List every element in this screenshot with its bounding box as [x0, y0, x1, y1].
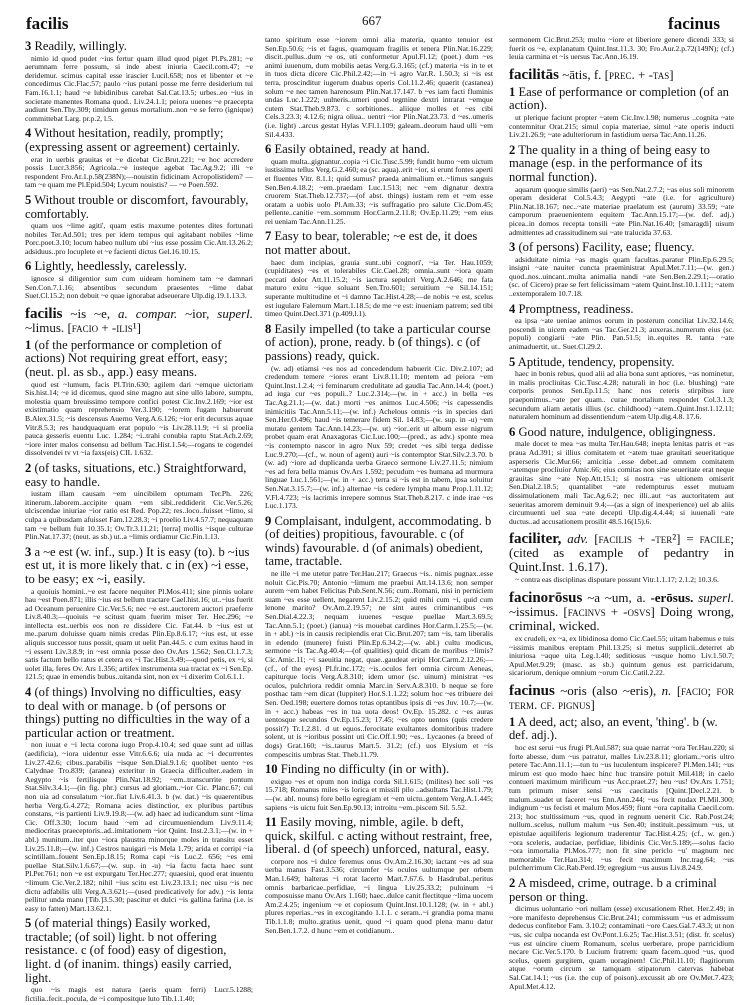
- sense-heading: 11 Easily moving, nimble, agile. b deft, quick, skilful. c acting without restraint, free, liberal. d (of speech) unforced, natural, easy.: [265, 815, 493, 857]
- citations: corpore nos ~i dulce feremus onus Ov.Am.2.16.30; iactant ~es ad sua uerba manus Fast.3.536; circumfer ~is oculos uultumque per orbem Man.1.649; halteras ~i rotat lacerto Mart.7.67.6. b Hasdrubal..peritus omnis barbaricae..perfidiae, ~i lingua Liv.25.33.2; puluinum ~i composuisse manu Ov.Ars 1.160; haec..dulce canit flectitque ~lima uocem Am.2.4.25; ingenium ~e et copiosum Quint.Inst.10.1.128; (w. in + abl.) plures reperias..~es in excogitando 1.1.1. c seram..~i grandia poma manu Tib.1.1.8; multo..gratius uenit, quod ~i quam quod plena manu datur Sen.Ben.1.7.2. d hunc ~em et cotidianum..: [265, 856, 493, 935]
- citations: ex crudeli, ex ~a, ex libidinosa domo Cic.Cael.55; uitam habemus e tuis ~issimis manibus ereptam Phil.13.25; si metus supplicii..deterret ab iniuriosa ~aque uita Leg.1.40; seditiosus ~usque homo Liv.1.50.7; Apul.Met.9.29; (masc. as sb.) quintum genus est parricidarum, sicariorum, denique omnium ~orum Cic.Catil.2.22.: [509, 633, 734, 678]
- etymology: [facinvs + -osvs]: [563, 603, 655, 619]
- sense-heading: 5 Aptitude, tendency, propensity.: [509, 354, 675, 369]
- sense-heading: 4 Without hesitation, readily, promptly; (expressing assent or agreement) certainly.: [25, 126, 240, 154]
- citations-continued: sermonem Cic.Brut.253; multo ~iore et liberiore genere dicendi 333; si fuerit os ~e, explanatum Quint.Inst.11.3. 30; Fro.Aur.2.p.72(149N); (cf.) leuia carmina et ~is uersus Tac.Ann.16.19.: [509, 35, 734, 62]
- sense-heading: 1 Ease of performance or completion (of an action).: [509, 84, 729, 113]
- citations: a quoiuis homini..~e est facere nequiter Pl.Mos.411; sine pinnis uolare hau ~est Poen.871; illis ~ius est bellum tractare Cael.hist.16; ut..~ius fuerit ad Oceanum peruenire Cic.Ver.5.6; nec ~e est..auctorem auctori praeferre Liv.8.40.3;—quoiuis ~e scitust quam fuerim miser Ter. Hec.296; ~e intellecta est..uerbis eos non re dissidere Cic. Fat.44. b ~ius est ut me..parum doluisse quam nimis credas Plin.Ep.8.6.17; ~ius est, ut esse aliquis successor tuus possit, quam ut uelit Pan.44.5. c cum exitus haud in ~i essent Liv.3.8.9; in ~est omnia posse deo Ov.Ars 1.562; Sen.Cl.1.7.3; satis factum bello ratus et cetera ex ~i Tac.Hist.3.49;—quod petis, ex ~i, si uolet illa, feres Ov. Ars 1.356; artifex instrumenta sua tractat ex ~i Sen.Ep. 121.5; quae in emendis bubus..uitanda sint, non ex ~i dixerim Col.6.1.1.: [25, 586, 253, 682]
- etymology: [facio + -ilis¹]: [67, 319, 141, 335]
- citations: ne ille ~i me utetur patre Ter.Hau.217; Graecus ~is.. nimis pugnax..esse noluit Cic.Pis.70; Antonio ~limum me praebui Att.14.13.6; non semper aurem ~em habet Felicitas Pub.Sent.N.56; cum..Romani, nisi in perniciem suam ~es esse uellent, negarent Liv.2.15.2; quid mihi cum ~i, quid cum lenone marito? Ov.Am.2.19.57; ne sint aures criminantibus ~es Sen.Dial.4.22.3; nequam iuuenes ~esque puellae Mart.3.69.5; Tac.Ann.5.1; (poet.) (ianua) ~is mouebat cardines Hor.Carm.1.25.5;—(w. in + abl.) ~is in causis recipiendis erat Cic.Brut.207; tam ~is, tam liberalis in edendo (munere) fuisti Plin.Ep.6.34.2;—(w. abl.) cultu modicus, sermone ~is Tac.Ag.40.4;—(of qualities) quid dicam de moribus ~limis? Cic.Amic.11; ~i saeuitia negat, quae..gaudeat eripi Hor.Carm.2.12.26;—(cf., of the eyes) Pl.fr.inc.172; ~is..oculos fert omnia circum Aeneas, capiturque locis Verg.A.8.310; idem umor (sc. uinum) ministrat ~es oculos, pulchriora reddit omnia Marc.in Serv.A.8.310. b neque se fore posthac tam ~em dicat (Iuppiter) Hor.S.1.1.22; solum hoc ~es tribuere dei Sen. Oed.198; euertere domos totas optantibus ipsis di ~es Juv. 10.7;—(w. in + acc.) habeas ~es in tua uota deos! Ov.Ep. 15.282. c ~es auras uentosque secundos Ov.Ep.15.23; 17.45; ~es opto uentos (quis credere possit?) Tr.1.2.81. d ut equos..ferocitate exultantes domitoribus tradere solent, ut is ~ioribus possint uti Cic.Off.1.90; ~es.. Lycaones (a breed of dogs) Grat.160; ~is..taurus Mart.5. 31.2; (cf.) uos Elysium et ~is compescitis umbras Stat. Theb.11.79.: [265, 569, 493, 759]
- citations: ut plerique faciunt propter ~atem Cic.Inv.1.98; numerus ..cognita ~ate contemnitur Orat.215; simul copia materiae, simul ~ate operis inducti Liv.21.26.9; ~ate adulteriorum in fastidium uersa Tac.Ann.11.26.: [509, 112, 734, 140]
- column-right: [509, 36, 734, 993]
- page-number: 667: [362, 13, 382, 28]
- entry-header-facinus: facinus ~oris (also ~eris), n. [facio; for term. cf. pignus]: [509, 682, 735, 712]
- citations: (w. ad) etiamsi ~es nos ad concedendum habuerit Cic. Div.2.107; ad credendum temere ~iores erant Liv.8.11.10; mentem ad peiora ~em Quint.Inst.1.2.4; ~i feminarum credulitate ad gaudia Tac.Ann.14.4; (poet.) ad iuga cur ~es populi..? Luc.2.314;—(w. in + acc.) in bella ~es Tac.Ag.21.1;—(w. dat.) morti ~es animos Luc.4.506; ~is capessendis inimicitiis Tac.Ann.5.11;—(w. inf.) Achelous omnis ~is in species dari Sen.Her.O.496; haud ~is temerare fidem Sil. 14.83;—(w. sup. in -u) ~em mutatu gentem Tac.Ann.14.23;—(w. ut) ~ior..erit ut album esse nigrum probet quam erat Anaxagoras Cic.Luc.100;—(pred., as adv.) sponte mea ~is contempto nascor in agro Nux 59; credet ~es sibi terga dedisse Luc.9.270;—(cf., w. noun of agent) auri ~is contemptor Stat.Silv.2.3.70. b (w. ad) ~iore ad duplicanda uerba Graeco sermone Liv.27.11.5; nimium ~es ad fera bella manus Ov.Ars 1.592; pecudum ~es humana ad murmura linguae Luc.1.561;—(w. in + acc.) terra si ~is est in tabem, ipsa soluitur Sen.Nat.3.15.7;—(w. inf.) alternae ~is cedere lympha manu Prop.1.11.12; V.Fl.4.723; ~is lacrimis inrepere somnus Stat.Theb.8.217. c inde irae ~es Luc.1.173.: [265, 363, 493, 511]
- lemma: facilitās: [509, 66, 559, 83]
- sense-heading: 5 (of material things) Easily worked, tractable; (of soil) light. b not offering resistance. c (of food) easy of digestion, light. d (of inanim. things) easily carried, light.: [25, 916, 232, 985]
- citations: quo ~is magis est natura (aeris quam ferri) Lucr.5.1288; fictilia..fecit..pocula, de ~i compositque luto Tib.1.1.40;: [25, 985, 253, 1003]
- sense-heading: 2 (of tasks, situations, etc.) Straightforward, easy to handle.: [25, 460, 247, 489]
- etymology: [facio; for term. cf. pignus]: [509, 682, 735, 712]
- citations: adsiduitate nimia ~as magis quam facultas..paratur Plin.Ep.6.29.5; insigni ~ate nauiter cuncta praeministrat Apul.Met.7.11;—(w. gen.) quod..nos..uincant..multa animalia nandi ~ate Sen.Ben.2.29.1;—oratio (sc. of Cicero) prae se fert felicissimam ~atem Quint.Inst.10.1.111; ~atem ..extemporalem 10.7.18.: [509, 254, 734, 299]
- sense-heading: 6 Lightly, heedlessly, carelessly.: [25, 259, 187, 274]
- page-header: [0, 0, 750, 40]
- citations: nimio id quod pudet ~ius fertur quam illud quod piget Pl.Ps.281; ~e aerumnam ferre possum, si inde abest iniuria Caecil.com.47; ~e deridemur. scimus capital esse irascier Lucil.658; nos et libenter et ~e concedimus Cic.Flac.57; paulo ~ius putani posse me ferre desiderium tui Fam.16.1.1; haud ~e lubidinibus carebat Sal.Cat.13.5; urbes..eo ~ius in societate manentes Romana quod.. Liv.24.1.1; peiora uuenes ~e praecepta audiunt Sen.Thy.309; timidum genus mortalium..non ~e se ferro (ignique) committebat Larg. pr.p.2, l.5.: [25, 53, 253, 123]
- column-middle: [265, 36, 493, 937]
- right-running-headword: facinus: [668, 14, 720, 33]
- sense-heading: 3 (of persons) Facility, ease; fluency.: [509, 240, 695, 255]
- lemma: facinorōsus: [509, 589, 583, 606]
- entry-header-faciliter: faciliter, adv. [facilis + -ter²] = facile; (cited as example of pedantry in Quint.Inst. 1.6.17).: [509, 531, 735, 575]
- citations: hoc est serui ~us frugi Pl.Aul.587; sua quae narrat ~ora Ter.Hau.220; si forte abesse, dum ~us patratur, malles Liv.23.8.11; gloriam..~oris ultro petere Tac.Ann.11.1;—tun tu ~us luculentum inspicere? Pl.Men.141; ~us mirum est quo modo haec hinc huc transire potuit Mil.418; in caelo contueri maximum mirificum ~us Acc.praet.27; heu ~us! Ov.Ars 1.751; tum primum miser sensi ~us caecitatis [Quint.]Decl.2.21. b malum..suadet ut faceret ~us Enn.Ann.244; ~us fecit nudax Pl.Mil.300; indignum ~us fecisti et malum Mos.459; fiunt ~ora capitalia Caecil.com. 213; hoc stultissimum ~us, quod in regnum uenerit Cic. Rab.Post.24; nullum..scelus, nullum malum ~us Sen.40; instituit..pessimum ~us, ut epistulae aquiliferis legionum traderentur Tac.Hist.4.25; (cf., w. gen.) ~ora sceleris, audaciae, perfidiae, libidinis Cic.Ver.5.189;—solus facio ~ora inmortalia Pl.Mos.777; non fit sine periclo ~u' magnum nec memorabile Ter.Hau.314; ~us fecit maximum Inc.trag.64; ~us pulcherrimum Cic.Rab.Perd.19; egregium ~us ausus Liv.8.24.9.: [509, 743, 734, 873]
- etymology: [facilis + -ter²] = facile;: [594, 531, 735, 547]
- column-left: [25, 36, 253, 1005]
- sense-heading: 1 (of the performance or completion of actions) Not requiring great effort, easy; (neut. pl. as sb., app.) easy means.: [25, 337, 228, 380]
- citations: ignosce si diligentior sum cum uideam hominem tam ~e damnari Sen.Con.7.1.16; absentibus secundum praesentes ~lime dabat Suet.Cl.15.2; non debuit ~e quae ignorabat adseuerare Ulp.dig.19.1.13.3.: [25, 274, 253, 301]
- citations: male docet te mea ~as multa Ter.Hau.648; inepta lenitas patris et ~as praua Ad.391; si illius comitatem et ~atem tuae grauitati seueritatique asperseris Cic.Mur.66; amicitia ..esse debet..ad omnem comitatem ~atemque procliuior Amic.66; eius comitas non sine seueritate erat neque grauitas sine ~ate Nep.Att.15.1; si nostra ~as ultionem omiserit Sen.Dial.2.18.5; quantalibet ~ate redempturus esset mutuam dissimulationem mali Tac.Ag.6.2; nec illi..aut ~as auctoritatem aut seueritas amorem deminuit 9.4;—(as a sign of inexperience) uel ab aliis circumuenti uel sua ~ate decepti Ulp.dig.4.4.44; si iuuenali ~ate ductus..ad accusationem prosilit 48.5.16(15).6.: [509, 439, 734, 526]
- sense-heading: 6 Good nature, indulgence, obligingness.: [509, 424, 716, 439]
- citations: exiguo ~es et opum non indiga corda Sil.1.615; (milites) hec soli ~es 15.718; Romanus miles ~is lorica et missili pilo ..adsultans Tac.Hist.1.79;—(w. abl. nouns) fore bello egregiam et ~em uictu..gentem Verg.A.1.445; sapiens ~is uictu fuit Sen.Ep.90.13; introitu ~em..piscem Sil. 5.52.: [265, 776, 493, 812]
- sense-heading: 4 (of things) Involving no difficulties, easy to deal with or manage. b (of persons or things) putting no difficulties in the way of a particular action or treatment.: [25, 685, 251, 740]
- citations: quam multa..gignantur..copia ~i Cic.Tusc.5.99; fundit humo ~em uictum iustissima tellus Verg.G.2.460; ea (sc. aqua)..erit ~ior, si erunt fontes aperti et fluentes Vitr. 8.1.1; quid sumus? praeda animalium et..~limus sanguis Sen.Ben.4.18.2; ~em..praedam Luc.1.513; nec ~em dignatur dextra cruorem Stat.Theb.12.737;—(of abst. things) iustam rem et ~em esse oratam a uobis uolo Pl.Am.33; ~is suffragatio pro salute Cic.Dom.45; pellente..canitie ~em..somnum Hor.Carm.2.11.8; Ov.Ep.11.29; ~em eius rei ueniam Tac.Ann.11.25.: [265, 156, 493, 226]
- citations: quam uos ~lime agiti', quam estis maxume potentes dites fortunati nobiles Ter.Ad.501; tres per idem tempus qui agitabant nobiles ~lime Porc.poet.3.10; locum habeo nullum ubi ~ius esse possim Cic.Att.13.26.2; adsiduus..pro locuplete et ~e facienti dictus Gel.16.10.15.: [25, 221, 253, 256]
- lemma: faciliter,: [509, 531, 562, 548]
- sense-heading: 2 The quality in a thing of being easy to manage (esp. in the performance of its normal function).: [509, 142, 710, 184]
- sense-heading: 5 Without trouble or discomfort, favourably, comfortably.: [25, 192, 249, 221]
- left-running-headword: facilis: [26, 14, 69, 33]
- sense-heading: 3 Readily, willingly.: [25, 39, 127, 53]
- sense-heading: 6 Easily obtained, ready at hand.: [265, 142, 430, 157]
- citations: haec dum incipias, grauia sunt..ubi cognori', ~ia Ter. Hau.1059; (cupiditates) ~es et tolerabiles Cic.Cael.28; omnia..sunt ~iora quam peccati dolor Att.11.15.2; ~is iactura sepulcri Verg.A.2.646; me fata maturo exitu ~ique soluant Sen.Tro.601; seruitium ~e Sil.14.151; superante multitudine et ~i damno Tac.Hist.4.28;—de nobis ~e est, scelus est iugulare Falernum Mart.1.18.5; de me ~e est: inueniam patrem; sed tibi timeo Quint.Decl.371 (p.409,l.1).: [265, 257, 493, 319]
- citations-continued: tanto spiritum esse ~iorem omni alia materia, quanto tenuior est Sen.Ep.50.6; ~is et fagus, quamquam fragilis et tenera Plin.Nat.16.229; discit..pullus..dum ~e os, uti conformetur Apul.Fl.12; (poet.) dum ~es animi iuuenum, dum mobilis aetas Verg.G.3.165; (cf.) materia ~is in te et in tuos dicta dicere Cic.Phil.2.42;—in ~i agro Var.R. 1.50.3; si ~is est terra, proscinditur iugerum duabus operis Col.11.2.46; quaerit (castanea) solum ~e nec tamen harenosum Plin.Nat.17.147. b ~es iam facti fluminis undas Luc.1.222; uulneris..umeri quod tegmine dextri intrarat ~emque cutem Stat.Theb.9.873. c sorbitiones.. aliique molles et ~es cibi Cels.3.23.3; 4.12.6; nigra oliua.. uentri ~ior Plin.Nat.23.73. d ~es..umeris (i.e. light) ..arcus gestat Hylas V.Fl.1.109; galeam..deorum haud ulli ~em Sil.4.433.: [265, 35, 493, 139]
- citations: ~ contra eas disciplinas disputare possunt Vitr.1.1.17; 2.1.2; 10.3.6.: [515, 575, 719, 585]
- sense-heading: 2 A misdeed, crime, outrage. b a criminal person or thing.: [509, 875, 717, 904]
- etymology: [prec. + -tas]: [604, 66, 674, 82]
- citations: iustam illam causam ~em uincibilem optumam Ter.Ph. 226; itinerum..laborem..accipite quam ~em sibi..reddiderit Cic.Ver.5.26; ulciscendae iniuriae ~ior ratio est Red. Pop.22; res..loco..fuisset ~limo, si culpa a quibusdam afuisset Fam.12.28.3; ~i proelio Liv.4.57.7; nequaquam tam ~e bellum fuit 10.35.1; Ov.Tr.3.11.21; [terra] mollis ~isque culturae Plin.Nat.17.37; (neut. as sb.) ut..a ~limis ordiamur Cic.Fin.1.13.: [25, 489, 253, 542]
- sense-heading: 10 Finding no difficulty (in or with).: [265, 762, 450, 777]
- sense-heading: 7 Easy to bear, tolerable; ~e est de, it does not matter about.: [265, 229, 478, 258]
- citations: ea ipsa ~ate ueniae animos eorum in posterum conciliat Liv.32.14.6; poscendi in uicem eadem ~as Tac.Ger.21.3; auxeras..numerum eius (sc. populi) congiarii ~ate Plin. Pan.51.5; in..equites R. tanta ~ate animaduertit, ut.. Suet.Cl.29.2.: [509, 316, 734, 352]
- citations: non iuuat e ~i lecta corona iugo Prop.4.10.4; sed quae sunt ad uillas (aedificia), ~iora uidentur esse Vitr.6.6.6; uia nuda ac ~i decurrentes Liv.27.42.6; cibus..parabilis ~isque Sen.Dial.9.1.6; quolibet uento ~es Calydnae Tro.839; (aranea) exteritur in Graecia difficulter..eadem in Aegypto ~is fertilisque Plin.Nat.18.92; ~em..transcurrite pontum Stat.Silv.3.4.1;—(in fig. phr.) cursus ad gloriam..~ior Cic. Planc.67; cui non uia ad consulatum ~ior..fiat Liv.6.41.3. b (w. dat.) ~is quaerentibus herba Verg.G.4.272; Romana acies distinctior, ex pluribus partibus constans, ~is partienti Liv.9.19.8;—(w. ad) haec ad iudicandum sunt ~lima Cic. Off.3.30; locum haud ~em ad circumueniendum Liv.9.11.4; mediocritas praeceptoris..ad..imitationem ~ior Quint. Inst.2.3.1;—(w. in + abl.) munitum..iter quo ~iora plaustra minorque moles in transitu esset Liv.25.11.8;—(w. inf.) Cestros nauigari ~is Mela 1.79; arida et corripi ~ia scintillam..fouent Sen.Ep.18.15; Roma capi ~is Luc.2. 656; ~es emi puellae Stat.Silv.1.6.67;—(w. sup. in -u) ~ia factu facta haec sunt Pl.Per.761; non ~e est expurgatu Ter.Hec.277; quaesiui, quod erat inuentu ~limum Cic.Ver.2.182; nihil ~ius scitu est Liv.23.13.1; nec uisu ~is nec dictu adfabilis ulli Verg.A.3.621;—(used predicatively for adv.) ~is lenta pellitur unda manu [Tib.]3.5.30; pascitur et dulci ~is gallina farina (i.e. is easy to fatten) Mart.13.62.1.: [25, 740, 253, 913]
- entry-header-facilis: facilis ~is ~e, a. compar. ~ior, superl. ~limus. [facio + -ilis¹]: [25, 305, 254, 335]
- citations: dicimus uoluntario ~ori nullam (esse) excusationem Rhet. Her.2.49; in ~ore manifesto deprehensus Cic.Brut.241; commissum ~us et admissum dedecus confitebor Fam. 3.10.2; contaminati ~ore Caes.Gal.7.43.3; ut non ~us, sic culpa uocanda est Ov.Pont.1.6.25; Tac.Hist.3.51; (dist. fr. scelus) ~us est uincire ciuem Romanum, scelus uerberare, prope parricidium necare Cic.Ver.5.170. b Lucium fratrem: quam facem..quod ~us, quod scelus, quem gurgitem, quam uoraginem! Cic.Phil.11.10; flagitiorum atque ~orum circum se tamquam stipatorum catervas habebat Sal.Cat.14.1; ~us (i.e. the cup of poison)..excussit ab ore Ov.Met.7.423; Apul.Met.4.12.: [509, 904, 734, 991]
- sense-heading: 8 Easily impelled (to take a particular course of action), prone, ready. b (of things). c (of passions) ready, quick.: [265, 321, 491, 363]
- sense-heading: 9 Complaisant, indulgent, accommodating. b (of deities) propitious, favourable. c (of winds) favourable. d (of animals) obedient, tame, tractable.: [265, 513, 492, 569]
- entry-header-facinorosus: facinorōsus ~a ~um, a. -erōsus. superl. ~issimus. [facinvs + -osvs] Doing wrong, criminal, wicked.: [509, 589, 735, 633]
- sense-heading: 1 A deed, act; also, an event, 'thing'. b (w. def. adj.).: [509, 714, 718, 743]
- lemma: facinus: [509, 682, 555, 699]
- citations: haec in bonis rebus, quod alii ad alia bona sunt aptiores, ~as nominetur, in malis procliuitas Cic.Tusc.4.28; naturali in hoc (i.e. blushing) ~ate corporis pronos Sen.Ep.11.5; hanc nos ceteris stirpibus iure praeponimus..~ate per quam.. curae mortalium respondet Col.3.1.3; secundum aliam aetatis illius (sc. childhood) ~atem..Quint.Inst.1.12.11; naturalem hominum ad dissentiendum ~atem Ulp.dig.4.8. 17.6.: [509, 369, 734, 422]
- citations: erat in uerbis grauitas et ~e dicebat Cic.Brut.221; ~e hoc accredere possis Lucr.3.856; Agricola..~e iusteque agebat Tac.Ag.9.2; illi ~e respondent Fro.Ar.1.p.58(238N);—nouistin fidicinam Acropolistidem? —tam ~e quam me Pl.Epid.504; Lycum nouistis? — ~e Poen.592.: [25, 154, 253, 190]
- sense-heading: 4 Promptness, readiness.: [509, 301, 634, 316]
- citations: quod est ~lumum, facis Pl.Trin.630; agilem dari ~emque uictoriam Sis.hist.14; ~e id dicemus, quod sine magno aut sine ullo labore, sumptu, molestia quam breuissimo tempore confici potest Cic.Inv.2.169; ~ior est existimatio quam reprehensio Ver.3.190; ~lorem fugam habuerunt B.Alex.31.5; ~is descensus Auerno Verg.A.6.126; ~ior erit decursus aquae Vitr.8.5.3; res haudquaquam erat populo ~is Liv.28.11.9; ~i si proelia pauca gesseris euentu Luc. 1.284; ~i..trahi conubia raptu Stat.Ach.2.69; ~iore inter malos consensu ad bellum Tac.Hist.1.54;—rogans te cogendei dissolvendei tv vt ~ia faxs(eis) CIL 1.632.: [25, 379, 253, 458]
- entry-header-facilitas: facilitās ~ātis, f. [prec. + -tas]: [509, 66, 674, 83]
- citations: aquarum quoque similis (aeri) ~as Sen.Nat.2.7.2; ~as eius soli minorem operam desiderat Col.5.4.3; Aegypti ~ate (i.e. for agriculture) Plin.Nat.18.167; nec..~ate materiae praelatum est (aurum) 33.59; ~ate camporum praeuenientem equitem Tac.Ann.15.17;—(w. def. adj.) picea..in domos recepta tonsili ~ate Plin.Nat.16.40; [smaragdi] uisum admittentes ad crassitudinem sui ~ate tralucida 37.63.: [509, 184, 734, 237]
- sense-heading: 3 a ~e est (w. inf., sup.) It is easy (to). b ~ius est ut, it is more likely that. c in (ex) ~i esse, to be easy; ex ~i, easily.: [25, 544, 250, 586]
- lemma: facilis: [25, 305, 63, 322]
